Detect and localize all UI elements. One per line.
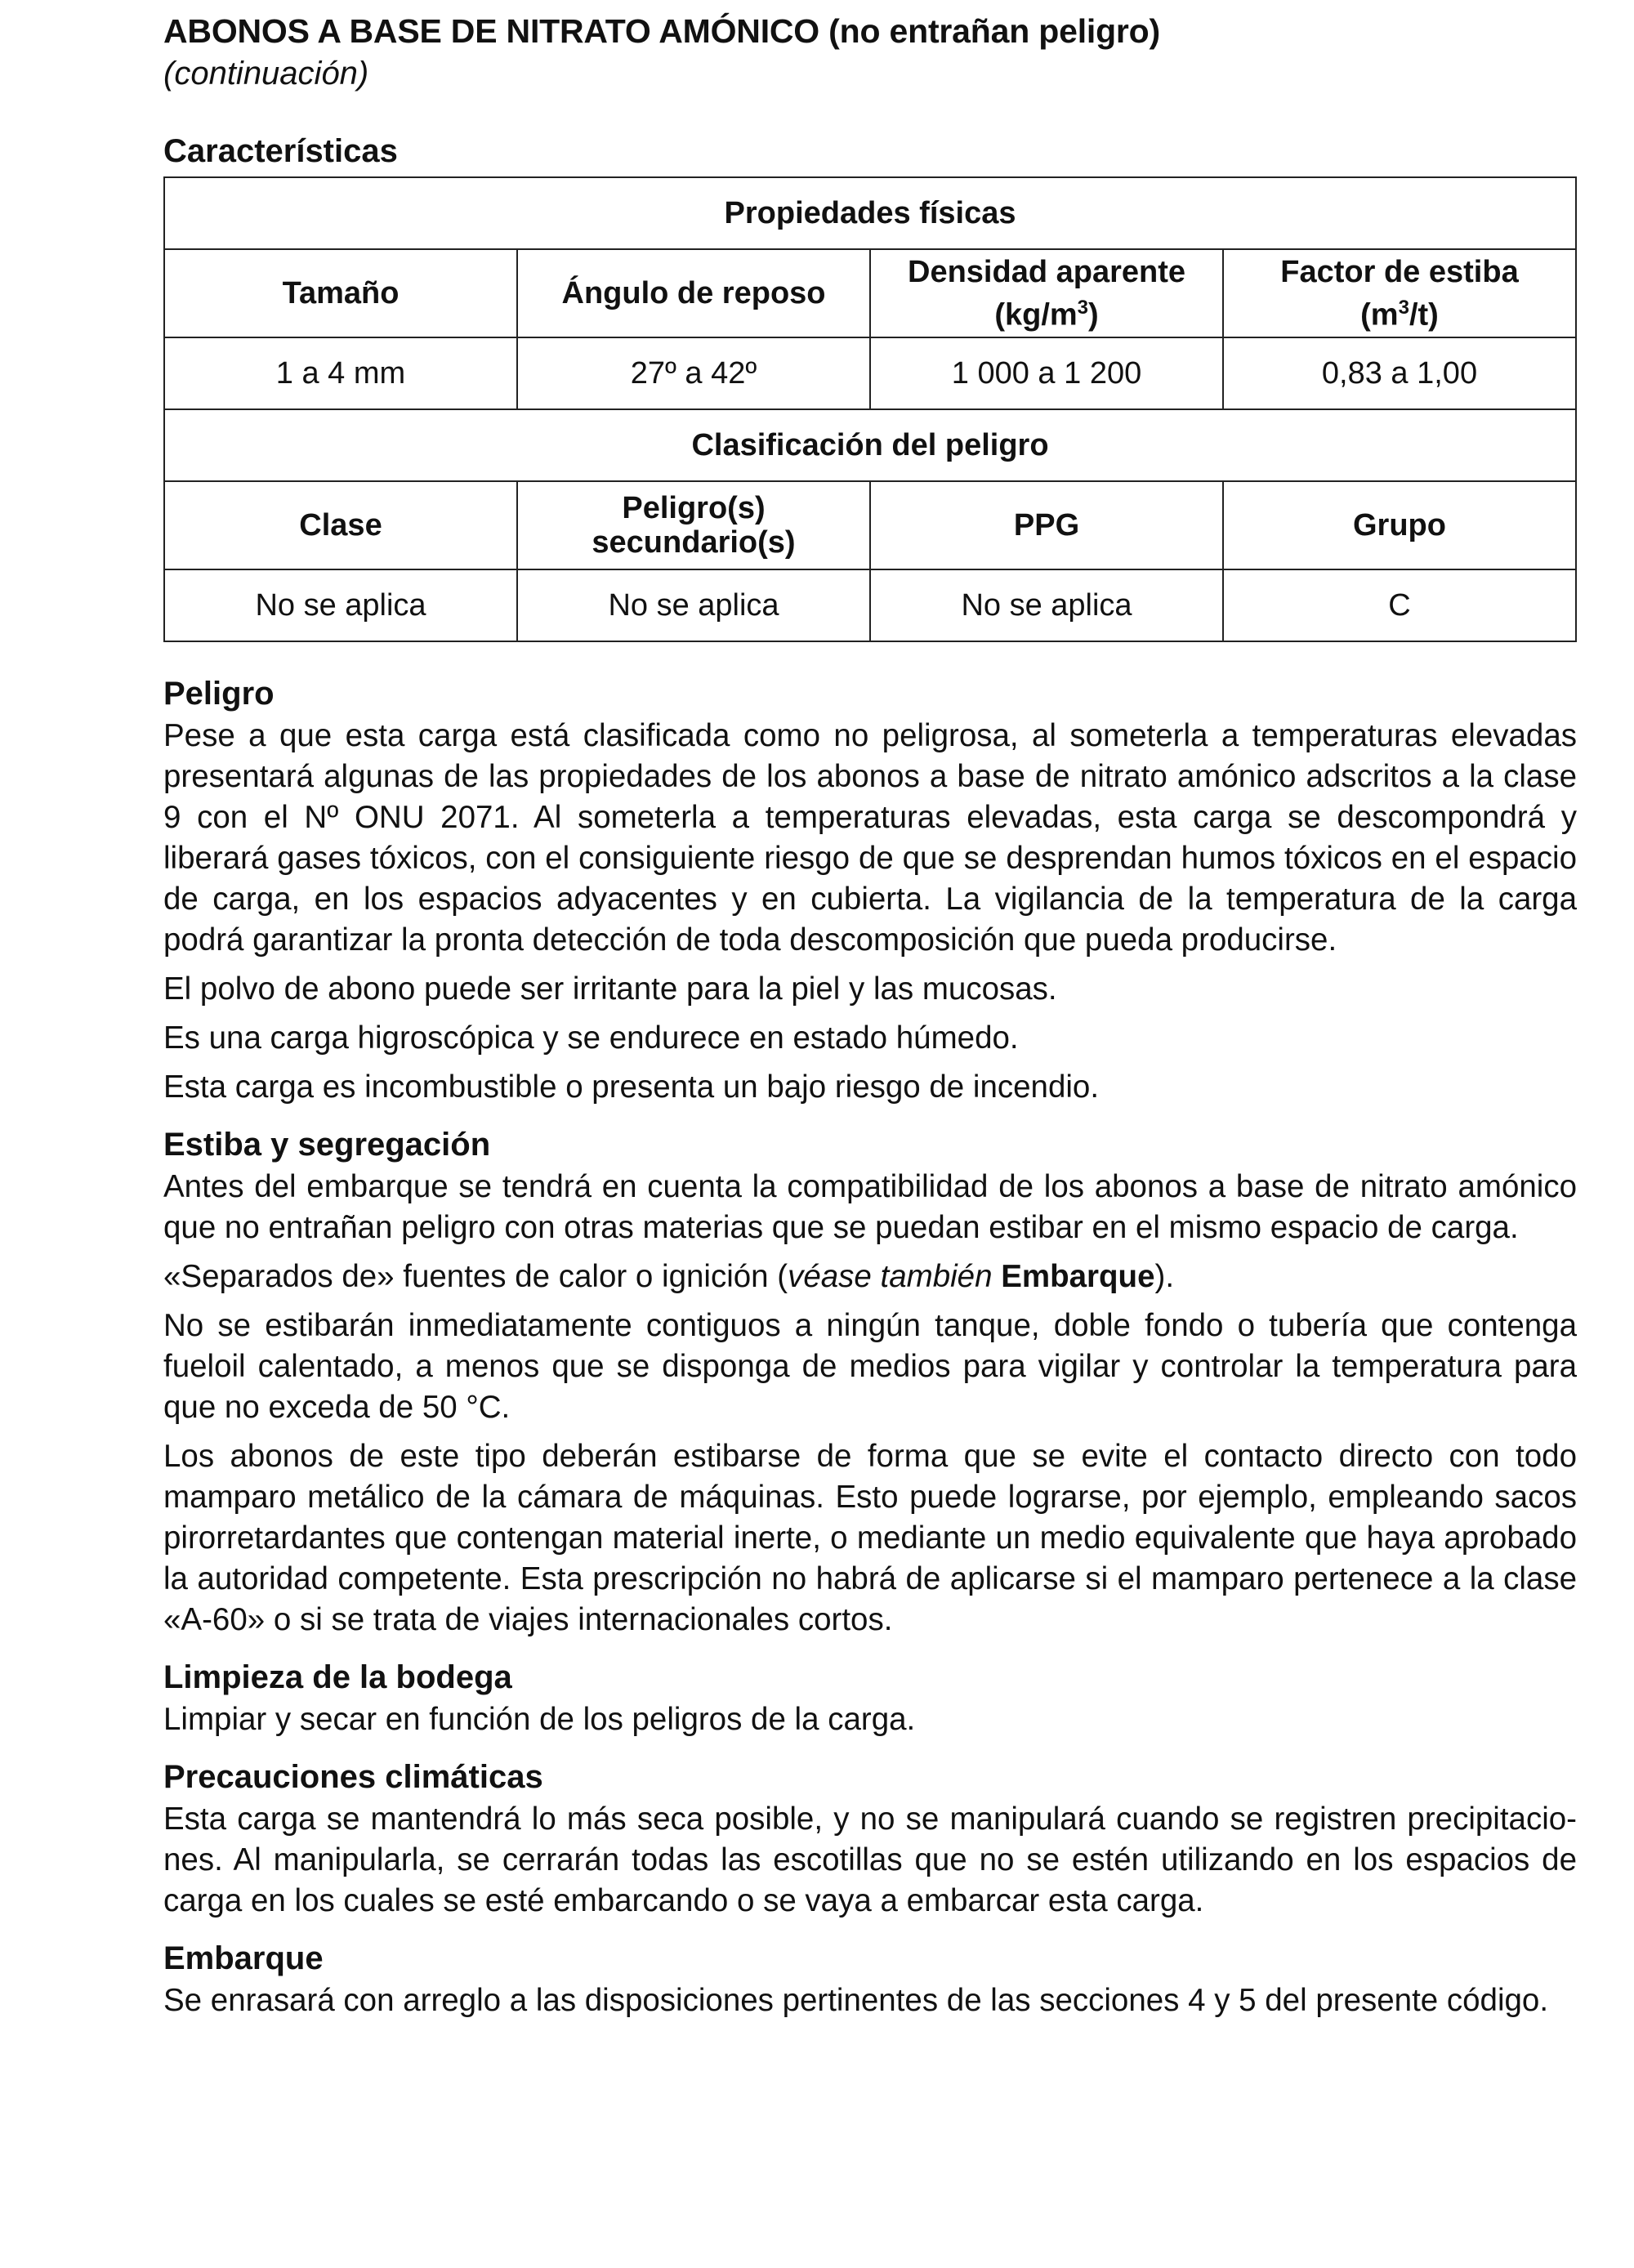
separated-from-close: ).	[1154, 1259, 1175, 1294]
bulk-density-unit-post: )	[1088, 297, 1099, 333]
stowage-factor-label: Factor de estiba	[1280, 254, 1519, 289]
stowage-factor-header	[1223, 249, 1576, 337]
stowage-factor-value: 0,83 a 1,00	[1223, 337, 1576, 409]
hold-cleanliness-text: Limpiar y secar en función de los peligros de la carga.	[163, 1702, 916, 1737]
hazard-classification-banner: Clasificación del peligro	[164, 409, 1576, 481]
hold-cleanliness-section	[163, 1657, 1577, 1740]
size-header: Tamaño	[164, 249, 517, 337]
secondary-hazard-line1: Peligro(s)	[622, 491, 766, 525]
document-page	[163, 0, 1577, 2038]
stowage-segregation-section	[163, 1124, 1577, 1641]
stowage-segregation-heading: Estiba y segregación	[163, 1127, 491, 1163]
size-value: 1 a 4 mm	[164, 337, 517, 409]
class-value: No se aplica	[164, 569, 517, 641]
document-body	[163, 673, 1577, 2021]
bulk-density-value: 1 000 a 1 200	[870, 337, 1223, 409]
hazard-paragraph: Pese a que esta carga está clasificada como no peligrosa, al someterla a temperaturas elevadas presentará algunas de las propiedades de los abonos a base de nitrato amónico adscritos a la clase 9 con el Nº ONU 2071. Al someterla a temperaturas elevadas, esta carga se descompondrá y liberará gases tóxicos, con el consiguiente riesgo de que se desprendan humos tóxicos en el espacio de carga, en los espacios adyacentes y en cubierta. La vigilancia de la temperatura de la carga podrá garantizar la pronta detección de toda descomposición que pueda producirse.	[163, 718, 1577, 958]
bulk-density-header	[870, 249, 1223, 337]
angle-of-repose-header: Ángulo de reposo	[517, 249, 870, 337]
loading-section	[163, 1938, 1577, 2021]
mhb-value: No se aplica	[870, 569, 1223, 641]
see-also-text: véase también	[788, 1259, 993, 1294]
group-value: C	[1223, 569, 1576, 641]
characteristics-heading: Características	[163, 133, 398, 169]
characteristics-table	[163, 176, 1577, 642]
weather-precautions-text: Esta carga se mantendrá lo más seca posible, y no se manipulará cuando se registren precipitaciones. Al manipularla, se cerrarán todas las escotillas que no se estén utilizando en los espacios de carga en los cuales se esté embarcando o se vaya a embarcar esta carga.	[163, 1801, 1577, 1918]
hazard-paragraph: El polvo de abono puede ser irritante para la piel y las mucosas.	[163, 971, 1057, 1007]
document-title: ABONOS A BASE DE NITRATO AMÓNICO (no entrañan peligro)	[163, 12, 1160, 50]
class-header: Clase	[164, 481, 517, 569]
bulk-density-unit-exp: 3	[1077, 296, 1089, 319]
hazard-heading: Peligro	[163, 676, 275, 712]
hold-cleanliness-heading: Limpieza de la bodega	[163, 1659, 512, 1695]
loading-text: Se enrasará con arreglo a las disposiciones pertinentes de las secciones 4 y 5 del presente código.	[163, 1983, 1549, 2018]
separated-from-text: «Separados de» fuentes de calor o ignición (	[163, 1259, 788, 1294]
weather-precautions-heading: Precauciones climáticas	[163, 1759, 543, 1795]
physical-properties-banner: Propiedades físicas	[164, 177, 1576, 249]
document-subtitle: (continuación)	[163, 56, 369, 92]
secondary-hazard-value: No se aplica	[517, 569, 870, 641]
hazard-section	[163, 673, 1577, 1108]
angle-of-repose-value: 27º a 42º	[517, 337, 870, 409]
hazard-paragraph: Es una carga higroscópica y se endurece en estado húmedo.	[163, 1020, 1019, 1056]
stowage-factor-unit-pre: (m	[1360, 297, 1399, 333]
secondary-hazard-header	[517, 481, 870, 569]
weather-precautions-section	[163, 1757, 1577, 1922]
hazard-paragraph: Esta carga es incombustible o presenta un bajo riesgo de incendio.	[163, 1069, 1100, 1105]
bulk-density-label: Densidad aparente	[908, 254, 1185, 289]
secondary-hazard-line2: secundario(s)	[592, 525, 796, 560]
group-header: Grupo	[1223, 481, 1576, 569]
stowage-paragraph: No se estibarán inmediatamente contiguos a ningún tanque, doble fondo o tubería que contenga fueloil calentado, a menos que se disponga de medios para vigilar y controlar la temperatura para que no exceda de 50 °C.	[163, 1308, 1577, 1425]
stowage-paragraph: Los abonos de este tipo deberán estibarse de forma que se evite el contacto directo con todo mamparo metálico de la cámara de máquinas. Esto puede lograrse, por ejemplo, empleando sacos pirorretardantes que contengan material inerte, o mediante un medio equivalente que haya aprobado la autoridad competente. Esta prescripción no habrá de aplicarse si el mamparo pertenece a la clase «A-60» o si se trata de viajes internacionales cortos.	[163, 1439, 1577, 1637]
loading-reference: Embarque	[1001, 1259, 1155, 1294]
mhb-header: PPG	[870, 481, 1223, 569]
bulk-density-unit-pre: (kg/m	[994, 297, 1078, 333]
stowage-paragraph: Antes del embarque se tendrá en cuenta la compatibilidad de los abonos a base de nitrato amónico que no entrañan peligro con otras materias que se puedan estibar en el mismo espacio de carga.	[163, 1169, 1577, 1245]
stowage-factor-unit-post: /t)	[1409, 297, 1439, 333]
stowage-factor-unit-exp: 3	[1398, 296, 1409, 319]
loading-heading: Embarque	[163, 1940, 324, 1976]
stowage-paragraph	[163, 1257, 1577, 1297]
